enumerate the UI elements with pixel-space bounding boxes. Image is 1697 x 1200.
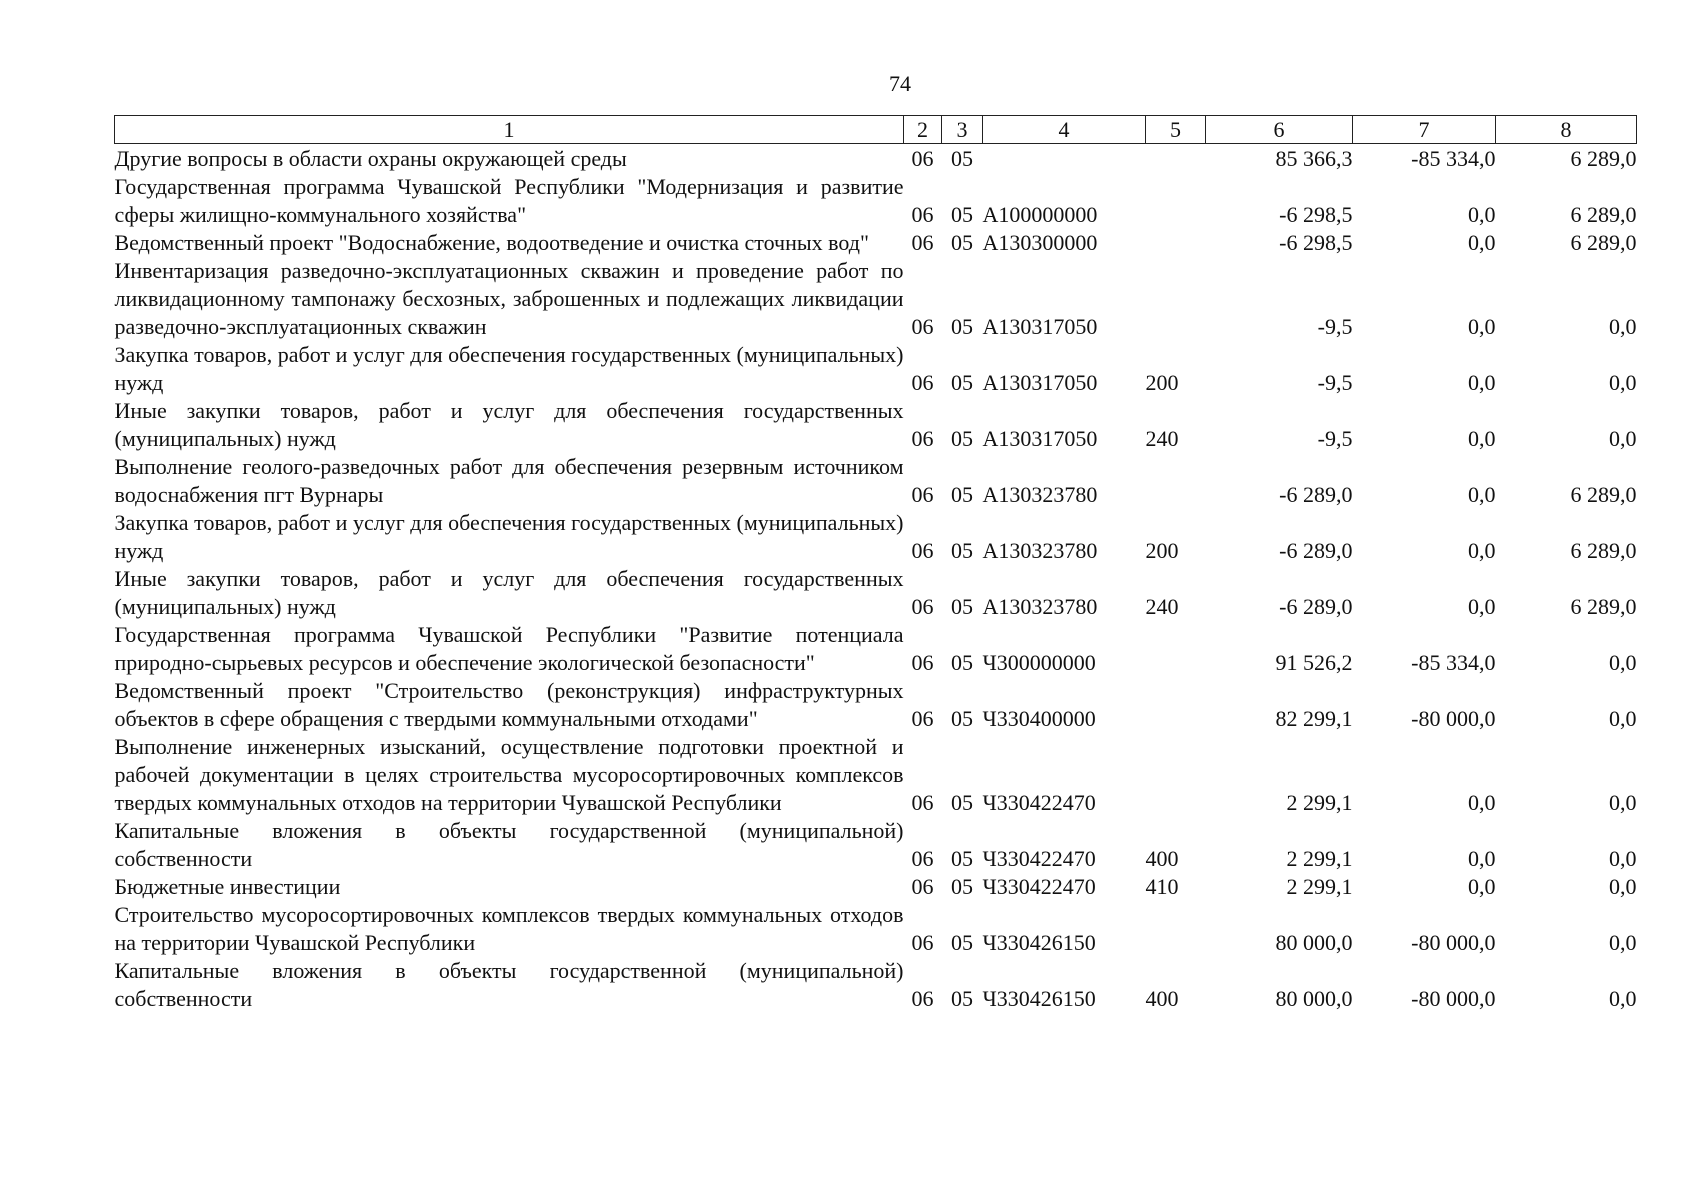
subsection-code: 05 bbox=[951, 202, 973, 227]
header-row bbox=[115, 116, 1637, 144]
column-header-8: 8 bbox=[1496, 116, 1637, 144]
column-header-7: 7 bbox=[1353, 116, 1496, 144]
amount-col-6: -9,5 bbox=[1317, 314, 1353, 339]
item-name: Инвентаризация разведочно-эксплуатационных скважин и проведение работ по ликвидационному тампонажу бесхозных, заброшенных и подлежащих ликвидации разведочно-эксплуатационных скважин bbox=[114, 258, 904, 339]
target-article-code bbox=[983, 144, 1146, 174]
budget-table bbox=[114, 115, 1637, 1013]
section-code: 06 bbox=[911, 482, 934, 507]
amount-col-7: 0,0 bbox=[1468, 874, 1496, 899]
amount-col-6: 2 299,1 bbox=[1286, 874, 1353, 899]
target-article-code: Ч330426150 bbox=[982, 986, 1096, 1011]
subsection-code: 05 bbox=[951, 426, 973, 451]
column-header-1: 1 bbox=[115, 116, 904, 144]
table-row bbox=[115, 341, 1637, 397]
section-code: 06 bbox=[911, 370, 934, 395]
column-header-3: 3 bbox=[942, 116, 983, 144]
target-article-code: А130300000 bbox=[982, 230, 1098, 255]
column-header-5: 5 bbox=[1146, 116, 1206, 144]
item-name: Выполнение инженерных изысканий, осуществление подготовки проектной и рабочей документации в целях строительства мусоросортировочных комплексов твердых коммунальных отходов на территории Чувашской Республики bbox=[114, 734, 904, 815]
section-code: 06 bbox=[911, 202, 934, 227]
table-row bbox=[115, 873, 1637, 901]
amount-col-8: 0,0 bbox=[1609, 986, 1637, 1011]
expense-type-code bbox=[1146, 453, 1206, 509]
target-article-code: А130323780 bbox=[982, 594, 1098, 619]
item-name: Иные закупки товаров, работ и услуг для обеспечения государственных (муниципальных) нужд bbox=[114, 398, 904, 451]
subsection-code: 05 bbox=[951, 650, 973, 675]
expense-type-code: 400 bbox=[1145, 986, 1179, 1011]
item-name: Ведомственный проект "Строительство (реконструкция) инфраструктурных объектов в сфере обращения с твердыми коммунальными отходами" bbox=[114, 678, 904, 731]
expense-type-code bbox=[1146, 257, 1206, 341]
amount-col-6: 2 299,1 bbox=[1286, 790, 1353, 815]
subsection-code: 05 bbox=[951, 790, 973, 815]
amount-col-8: 0,0 bbox=[1609, 650, 1637, 675]
column-header-4: 4 bbox=[983, 116, 1146, 144]
section-code: 06 bbox=[911, 594, 934, 619]
expense-type-code: 410 bbox=[1145, 874, 1179, 899]
subsection-code: 05 bbox=[951, 986, 973, 1011]
item-name: Ведомственный проект "Водоснабжение, водоотведение и очистка сточных вод" bbox=[114, 230, 869, 255]
subsection-code: 05 bbox=[951, 482, 973, 507]
table-row bbox=[115, 453, 1637, 509]
amount-col-8: 0,0 bbox=[1609, 706, 1637, 731]
column-header-2: 2 bbox=[904, 116, 942, 144]
amount-col-7: 0,0 bbox=[1468, 202, 1496, 227]
amount-col-8: 0,0 bbox=[1609, 790, 1637, 815]
amount-col-6: -9,5 bbox=[1317, 426, 1353, 451]
subsection-code: 05 bbox=[951, 230, 973, 255]
item-name: Строительство мусоросортировочных комплексов твердых коммунальных отходов на территории Чувашской Республики bbox=[114, 902, 904, 955]
amount-col-6: 80 000,0 bbox=[1275, 930, 1353, 955]
section-code: 06 bbox=[911, 930, 934, 955]
item-name: Закупка товаров, работ и услуг для обеспечения государственных (муниципальных) нужд bbox=[114, 342, 904, 395]
subsection-code: 05 bbox=[951, 930, 973, 955]
section-code: 06 bbox=[911, 146, 934, 171]
target-article-code: А130323780 bbox=[982, 482, 1098, 507]
target-article-code: Ч330422470 bbox=[982, 874, 1096, 899]
item-name: Государственная программа Чувашской Республики "Модернизация и развитие сферы жилищно-коммунального хозяйства" bbox=[114, 174, 904, 227]
amount-col-6: -6 289,0 bbox=[1279, 482, 1353, 507]
amount-col-8: 0,0 bbox=[1609, 874, 1637, 899]
target-article-code: А130317050 bbox=[982, 314, 1098, 339]
expense-type-code: 240 bbox=[1145, 594, 1179, 619]
table-row bbox=[115, 677, 1637, 733]
amount-col-8: 6 289,0 bbox=[1570, 202, 1637, 227]
subsection-code: 05 bbox=[951, 874, 973, 899]
item-name: Выполнение геолого-разведочных работ для обеспечения резервным источником водоснабжения пгт Вурнары bbox=[114, 454, 904, 507]
expense-type-code: 200 bbox=[1145, 370, 1179, 395]
amount-col-7: 0,0 bbox=[1468, 482, 1496, 507]
table-row bbox=[115, 817, 1637, 873]
amount-col-7: 0,0 bbox=[1468, 314, 1496, 339]
item-name: Другие вопросы в области охраны окружающей среды bbox=[114, 146, 627, 171]
amount-col-6: 91 526,2 bbox=[1275, 650, 1353, 675]
table-row bbox=[115, 397, 1637, 453]
amount-col-6: 82 299,1 bbox=[1275, 706, 1353, 731]
expense-type-code bbox=[1146, 733, 1206, 817]
amount-col-8: 6 289,0 bbox=[1570, 538, 1637, 563]
subsection-code: 05 bbox=[951, 846, 973, 871]
amount-col-6: -9,5 bbox=[1317, 370, 1353, 395]
expense-type-code bbox=[1146, 173, 1206, 229]
subsection-code: 05 bbox=[951, 146, 973, 171]
table-row bbox=[115, 957, 1637, 1013]
amount-col-8: 0,0 bbox=[1609, 314, 1637, 339]
section-code: 06 bbox=[911, 230, 934, 255]
target-article-code: Ч330422470 bbox=[982, 846, 1096, 871]
section-code: 06 bbox=[911, 538, 934, 563]
table-header bbox=[115, 116, 1637, 144]
amount-col-6: -6 298,5 bbox=[1279, 230, 1353, 255]
expense-type-code bbox=[1146, 901, 1206, 957]
target-article-code: Ч330422470 bbox=[982, 790, 1096, 815]
table-row bbox=[115, 901, 1637, 957]
expense-type-code bbox=[1146, 229, 1206, 257]
amount-col-7: -80 000,0 bbox=[1411, 706, 1496, 731]
expense-type-code bbox=[1146, 144, 1206, 174]
target-article-code: А130323780 bbox=[982, 538, 1098, 563]
expense-type-code: 240 bbox=[1145, 426, 1179, 451]
expense-type-code bbox=[1146, 677, 1206, 733]
amount-col-8: 0,0 bbox=[1609, 930, 1637, 955]
subsection-code: 05 bbox=[951, 370, 973, 395]
table-row bbox=[115, 509, 1637, 565]
amount-col-7: -80 000,0 bbox=[1411, 930, 1496, 955]
section-code: 06 bbox=[911, 790, 934, 815]
target-article-code: А130317050 bbox=[982, 370, 1098, 395]
expense-type-code: 200 bbox=[1145, 538, 1179, 563]
column-header-6: 6 bbox=[1206, 116, 1353, 144]
table-row bbox=[115, 144, 1637, 174]
amount-col-8: 6 289,0 bbox=[1570, 230, 1637, 255]
table-row bbox=[115, 621, 1637, 677]
amount-col-7: 0,0 bbox=[1468, 426, 1496, 451]
table-row bbox=[115, 173, 1637, 229]
amount-col-7: 0,0 bbox=[1468, 538, 1496, 563]
subsection-code: 05 bbox=[951, 706, 973, 731]
amount-col-7: 0,0 bbox=[1468, 594, 1496, 619]
table-row bbox=[115, 733, 1637, 817]
item-name: Иные закупки товаров, работ и услуг для обеспечения государственных (муниципальных) нужд bbox=[114, 566, 904, 619]
amount-col-7: 0,0 bbox=[1468, 370, 1496, 395]
section-code: 06 bbox=[911, 650, 934, 675]
amount-col-8: 0,0 bbox=[1609, 846, 1637, 871]
amount-col-8: 6 289,0 bbox=[1570, 482, 1637, 507]
subsection-code: 05 bbox=[951, 314, 973, 339]
amount-col-7: 0,0 bbox=[1468, 846, 1496, 871]
amount-col-6: -6 298,5 bbox=[1279, 202, 1353, 227]
table-row bbox=[115, 229, 1637, 257]
target-article-code: Ч300000000 bbox=[982, 650, 1096, 675]
item-name: Закупка товаров, работ и услуг для обеспечения государственных (муниципальных) нужд bbox=[114, 510, 904, 563]
target-article-code: А130317050 bbox=[982, 426, 1098, 451]
amount-col-8: 0,0 bbox=[1609, 370, 1637, 395]
section-code: 06 bbox=[911, 314, 934, 339]
amount-col-8: 6 289,0 bbox=[1570, 146, 1637, 171]
section-code: 06 bbox=[911, 986, 934, 1011]
item-name: Капитальные вложения в объекты государственной (муниципальной) собственности bbox=[114, 958, 904, 1011]
expense-type-code: 400 bbox=[1145, 846, 1179, 871]
amount-col-8: 0,0 bbox=[1609, 426, 1637, 451]
amount-col-7: 0,0 bbox=[1468, 230, 1496, 255]
target-article-code: А100000000 bbox=[982, 202, 1098, 227]
item-name: Капитальные вложения в объекты государственной (муниципальной) собственности bbox=[114, 818, 904, 871]
item-name: Государственная программа Чувашской Республики "Развитие потенциала природно-сырьевых ресурсов и обеспечение экологической безопасности" bbox=[114, 622, 904, 675]
amount-col-6: 85 366,3 bbox=[1275, 146, 1353, 171]
section-code: 06 bbox=[911, 846, 934, 871]
amount-col-7: -85 334,0 bbox=[1411, 650, 1496, 675]
section-code: 06 bbox=[911, 874, 934, 899]
amount-col-7: -85 334,0 bbox=[1411, 146, 1496, 171]
subsection-code: 05 bbox=[951, 538, 973, 563]
section-code: 06 bbox=[911, 426, 934, 451]
table-row bbox=[115, 565, 1637, 621]
table-row bbox=[115, 257, 1637, 341]
subsection-code: 05 bbox=[951, 594, 973, 619]
amount-col-7: -80 000,0 bbox=[1411, 986, 1496, 1011]
expense-type-code bbox=[1146, 621, 1206, 677]
amount-col-6: -6 289,0 bbox=[1279, 538, 1353, 563]
target-article-code: Ч330400000 bbox=[982, 706, 1096, 731]
table-body bbox=[115, 144, 1637, 1014]
amount-col-6: -6 289,0 bbox=[1279, 594, 1353, 619]
section-code: 06 bbox=[911, 706, 934, 731]
item-name: Бюджетные инвестиции bbox=[114, 874, 341, 899]
target-article-code: Ч330426150 bbox=[982, 930, 1096, 955]
amount-col-6: 2 299,1 bbox=[1286, 846, 1353, 871]
amount-col-8: 6 289,0 bbox=[1570, 594, 1637, 619]
amount-col-7: 0,0 bbox=[1468, 790, 1496, 815]
amount-col-6: 80 000,0 bbox=[1275, 986, 1353, 1011]
page-number: 74 bbox=[889, 71, 911, 96]
